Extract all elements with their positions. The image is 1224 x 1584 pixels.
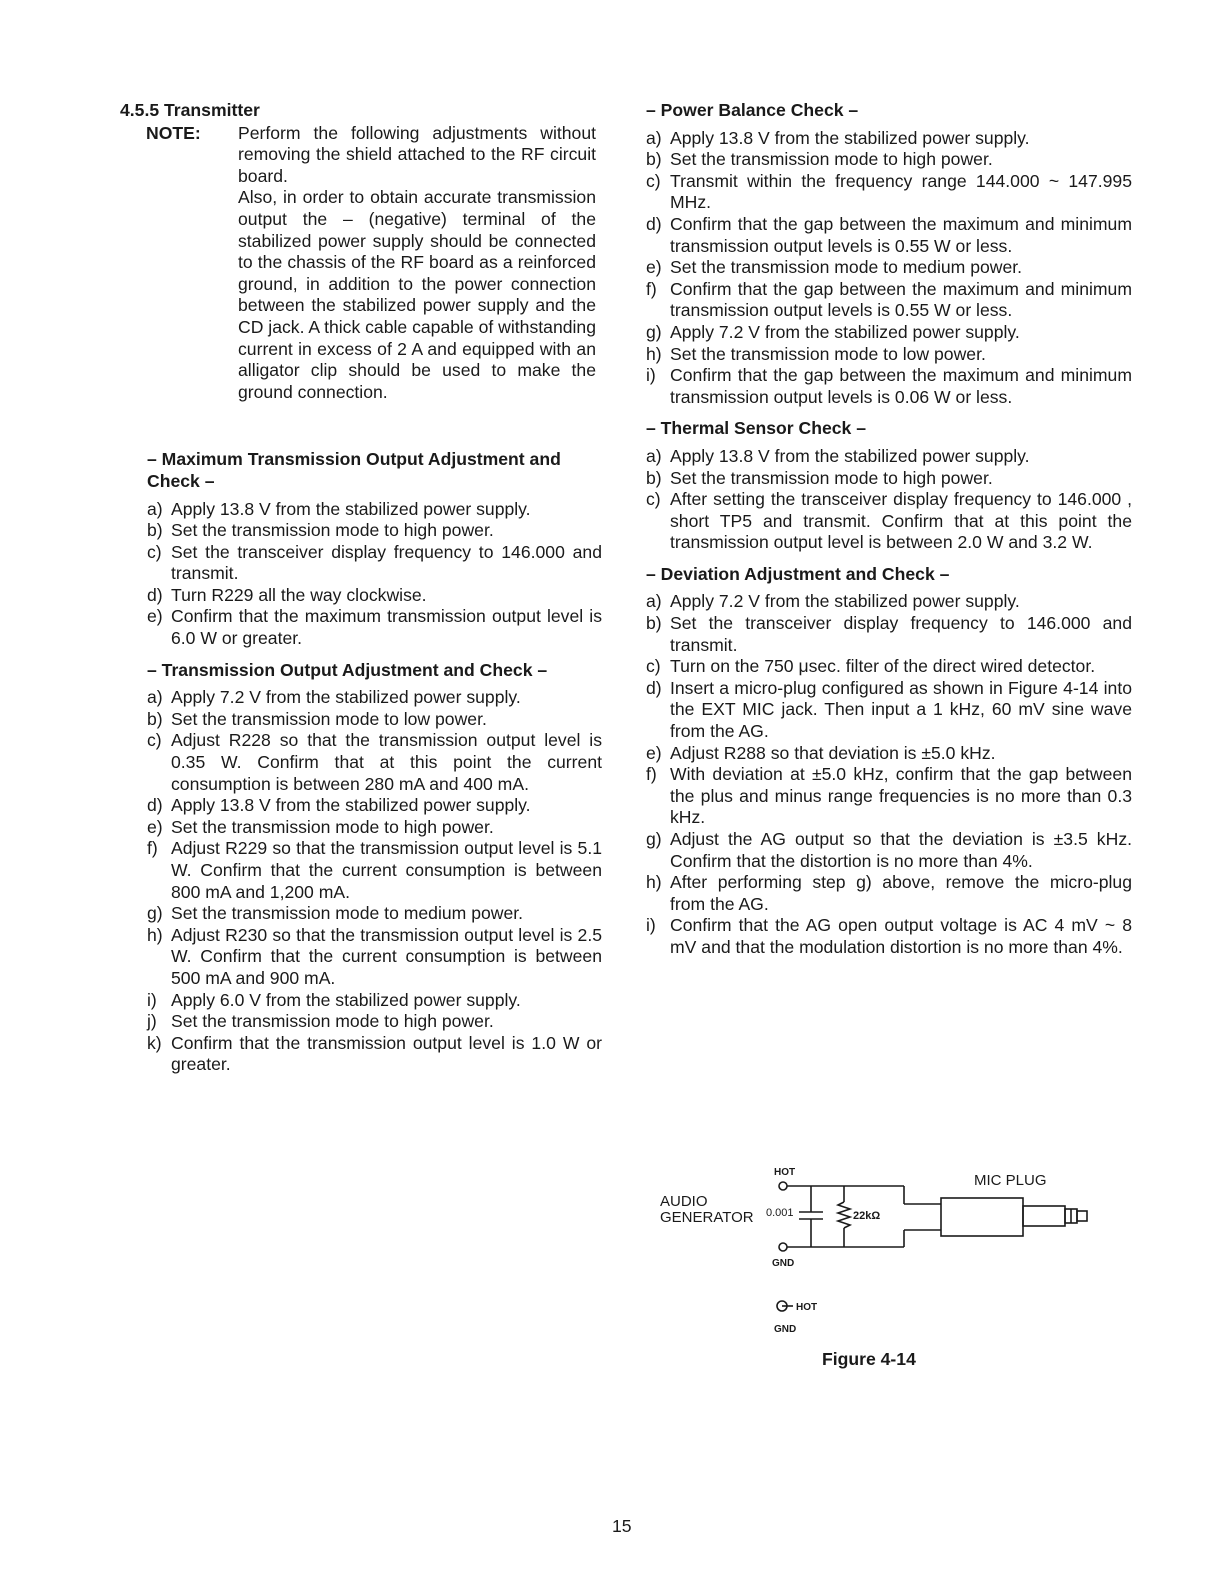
list-item	[147, 709, 602, 731]
item-letter: i)	[646, 915, 656, 936]
list-item	[646, 446, 1132, 468]
legend-hot-label: HOT	[796, 1302, 818, 1313]
item-letter: e)	[646, 742, 662, 763]
list-item	[646, 872, 1132, 915]
output-adjust-list	[147, 687, 602, 1076]
note-paragraph-2: Also, in order to obtain accurate transmission output the – (negative) terminal of the stabilized power supply should be connected to the chassis of the RF board as a reinforced ground, in addition to the power connection between the stabilized power supply and the CD jack. A thick cable capable of withstanding current in excess of 2 A and equipped with an alligator clip should be used to make the ground connection.	[238, 187, 596, 402]
plug-tip-end	[1077, 1211, 1087, 1221]
resistor-label: 22kΩ	[853, 1210, 881, 1222]
list-item	[147, 925, 602, 990]
legend-gnd-label: GND	[774, 1324, 797, 1335]
item-letter: g)	[147, 903, 163, 924]
item-text: Set the transmission mode to low power.	[171, 708, 487, 729]
item-letter: c)	[147, 730, 162, 751]
resistor-zigzag	[838, 1202, 850, 1228]
list-item	[147, 1033, 602, 1076]
max-output-heading: – Maximum Transmission Output Adjustment and Check –	[147, 449, 561, 491]
list-item	[646, 149, 1132, 171]
list-item	[646, 257, 1132, 279]
list-item	[147, 687, 602, 709]
list-item	[147, 817, 602, 839]
item-letter: a)	[646, 445, 662, 466]
item-text: Apply 13.8 V from the stabilized power supply.	[171, 795, 531, 816]
list-item	[147, 990, 602, 1012]
item-letter: b)	[147, 708, 163, 729]
item-text: Set the transmission mode to high power.	[171, 520, 494, 541]
list-item	[646, 468, 1132, 490]
max-output-list	[147, 499, 602, 650]
list-item	[147, 585, 602, 607]
list-item	[147, 499, 602, 521]
output-adjust-heading: – Transmission Output Adjustment and Check –	[147, 659, 548, 680]
item-text: Apply 13.8 V from the stabilized power supply.	[171, 498, 531, 519]
item-text: Insert a micro-plug configured as shown in Figure 4-14 into the EXT MIC jack. Then input a 1 kHz, 60 mV sine wave from the AG.	[670, 677, 1132, 742]
capacitor-label: 0.001	[766, 1207, 794, 1219]
item-text: After performing step g) above, remove the micro-plug from the AG.	[670, 872, 1132, 914]
mic-plug-circuit-diagram	[656, 1160, 1116, 1380]
item-text: Confirm that the AG open output voltage is AC 4 mV ~ 8 mV and that the modulation distortion is no more than 4%.	[670, 915, 1132, 957]
item-text: Apply 13.8 V from the stabilized power supply.	[670, 445, 1030, 466]
power-balance-list	[646, 128, 1132, 409]
list-item	[646, 613, 1132, 656]
plug-body	[941, 1198, 1023, 1236]
list-item	[646, 678, 1132, 743]
item-text: Confirm that the gap between the maximum and minimum transmission output levels is 0.55 W or less.	[670, 213, 1132, 256]
audio-label: AUDIO	[660, 1193, 708, 1210]
power-balance-heading: – Power Balance Check –	[646, 100, 859, 120]
item-text: Confirm that the gap between the maximum and minimum transmission output levels is 0.06 W or less.	[670, 365, 1132, 407]
list-item	[646, 214, 1132, 257]
deviation-list	[646, 591, 1132, 958]
item-letter: a)	[147, 498, 163, 519]
mic-plug-label: MIC PLUG	[974, 1172, 1047, 1189]
item-letter: a)	[147, 687, 163, 708]
list-item	[646, 829, 1132, 872]
item-text: Set the transmission mode to medium power.	[670, 257, 1023, 278]
item-text: Turn on the 750 μsec. filter of the direct wired detector.	[670, 656, 1096, 677]
item-text: Transmit within the frequency range 144.000 ~ 147.995 MHz.	[670, 170, 1132, 213]
list-item	[646, 128, 1132, 150]
section-title: 4.5.5 Transmitter	[120, 100, 260, 120]
thermal-list	[646, 446, 1132, 554]
list-item	[147, 542, 602, 585]
item-letter: c)	[147, 541, 162, 562]
list-item	[147, 903, 602, 925]
item-text: Set the transceiver display frequency to 146.000 and transmit.	[171, 541, 602, 584]
note-text	[238, 123, 596, 404]
item-letter: d)	[147, 584, 163, 605]
item-text: Confirm that the maximum transmission output level is 6.0 W or greater.	[171, 606, 602, 649]
item-text: Confirm that the transmission output level is 1.0 W or greater.	[171, 1032, 602, 1075]
item-letter: b)	[646, 149, 662, 170]
item-letter: e)	[147, 816, 163, 837]
item-letter: f)	[646, 278, 657, 299]
item-text: Apply 7.2 V from the stabilized power supply.	[171, 687, 521, 708]
right-column	[646, 100, 1132, 967]
item-text: Apply 7.2 V from the stabilized power supply.	[670, 321, 1020, 342]
list-item	[646, 365, 1132, 408]
item-letter: j)	[147, 1011, 157, 1032]
item-text: Confirm that the gap between the maximum and minimum transmission output levels is 0.55 W or less.	[670, 278, 1132, 321]
item-letter: d)	[646, 213, 662, 234]
list-item	[646, 171, 1132, 214]
item-letter: b)	[646, 613, 662, 634]
list-item	[646, 743, 1132, 765]
list-item	[147, 838, 602, 903]
plug-sleeve	[1023, 1206, 1065, 1226]
item-letter: c)	[646, 489, 661, 510]
item-text: Set the transmission mode to high power.	[670, 149, 993, 170]
item-letter: d)	[646, 677, 662, 698]
item-text: Set the transmission mode to high power.	[171, 816, 494, 837]
list-item	[147, 730, 602, 795]
list-item	[646, 915, 1132, 958]
item-letter: i)	[147, 989, 157, 1010]
item-letter: e)	[147, 606, 163, 627]
item-letter: i)	[646, 365, 656, 386]
item-letter: h)	[646, 872, 662, 893]
item-text: Adjust R288 so that deviation is ±5.0 kHz.	[670, 742, 996, 763]
list-item	[646, 279, 1132, 322]
item-letter: b)	[646, 467, 662, 488]
gnd-terminal	[779, 1243, 787, 1251]
list-item	[646, 591, 1132, 613]
list-item	[646, 764, 1132, 829]
item-text: Adjust R228 so that the transmission output level is 0.35 W. Confirm that at this point the current consumption is between 280 mA and 400 mA.	[171, 730, 602, 794]
page-number: 15	[612, 1516, 632, 1536]
item-letter: e)	[646, 257, 662, 278]
item-text: Adjust R229 so that the transmission output level is 5.1 W. Confirm that the current consumption is between 800 mA and 1,200 mA.	[171, 838, 602, 902]
item-letter: h)	[646, 343, 662, 364]
item-text: Set the transceiver display frequency to 146.000 and transmit.	[670, 613, 1132, 655]
item-letter: h)	[147, 924, 163, 945]
list-item	[147, 795, 602, 817]
list-item	[646, 656, 1132, 678]
item-text: Set the transmission mode to high power.	[670, 467, 993, 488]
item-letter: g)	[646, 829, 662, 849]
item-letter: f)	[147, 838, 158, 859]
item-text: Adjust the AG output so that the deviation is ±3.5 kHz. Confirm that the distortion is no more than 4%.	[670, 829, 1132, 871]
item-text: Apply 13.8 V from the stabilized power supply.	[670, 127, 1030, 148]
deviation-heading: – Deviation Adjustment and Check –	[646, 563, 950, 584]
list-item	[646, 322, 1132, 344]
item-letter: f)	[646, 764, 657, 785]
list-item	[147, 520, 602, 542]
note-label: NOTE:	[146, 122, 201, 143]
item-text: Adjust R230 so that the transmission output level is 2.5 W. Confirm that the current consumption is between 500 mA and 900 mA.	[171, 924, 602, 988]
note-paragraph-1: Perform the following adjustments without removing the shield attached to the RF circuit board.	[238, 122, 596, 186]
item-text: Apply 6.0 V from the stabilized power supply.	[171, 989, 521, 1010]
item-letter: c)	[646, 656, 661, 677]
item-letter: c)	[646, 170, 661, 191]
item-letter: d)	[147, 795, 163, 816]
gnd-label: GND	[772, 1258, 795, 1269]
item-letter: a)	[646, 127, 662, 148]
item-letter: k)	[147, 1032, 162, 1053]
note-block	[120, 123, 602, 404]
item-letter: g)	[646, 321, 662, 342]
left-column	[120, 100, 602, 1084]
figure-caption: Figure 4-14	[822, 1349, 916, 1369]
item-text: After setting the transceiver display frequency to 146.000 , short TP5 and transmit. Confirm that at this point the transmission output level is between 2.0 W and 3.2 W.	[670, 489, 1132, 553]
item-text: With deviation at ±5.0 kHz, confirm that the gap between the plus and minus range frequencies is no more than 0.3 kHz.	[670, 764, 1132, 828]
generator-label: GENERATOR	[660, 1209, 754, 1226]
list-item	[147, 1011, 602, 1033]
hot-terminal	[779, 1182, 787, 1190]
list-item	[646, 344, 1132, 366]
item-text: Set the transmission mode to low power.	[670, 343, 986, 364]
item-text: Turn R229 all the way clockwise.	[171, 584, 427, 605]
item-text: Set the transmission mode to high power.	[171, 1011, 494, 1032]
thermal-heading: – Thermal Sensor Check –	[646, 418, 867, 439]
hot-label: HOT	[774, 1167, 796, 1178]
list-item	[147, 606, 602, 649]
item-text: Set the transmission mode to medium power.	[171, 903, 524, 924]
list-item	[646, 489, 1132, 554]
item-letter: a)	[646, 591, 662, 612]
item-letter: b)	[147, 520, 163, 541]
item-text: Apply 7.2 V from the stabilized power supply.	[670, 591, 1020, 612]
